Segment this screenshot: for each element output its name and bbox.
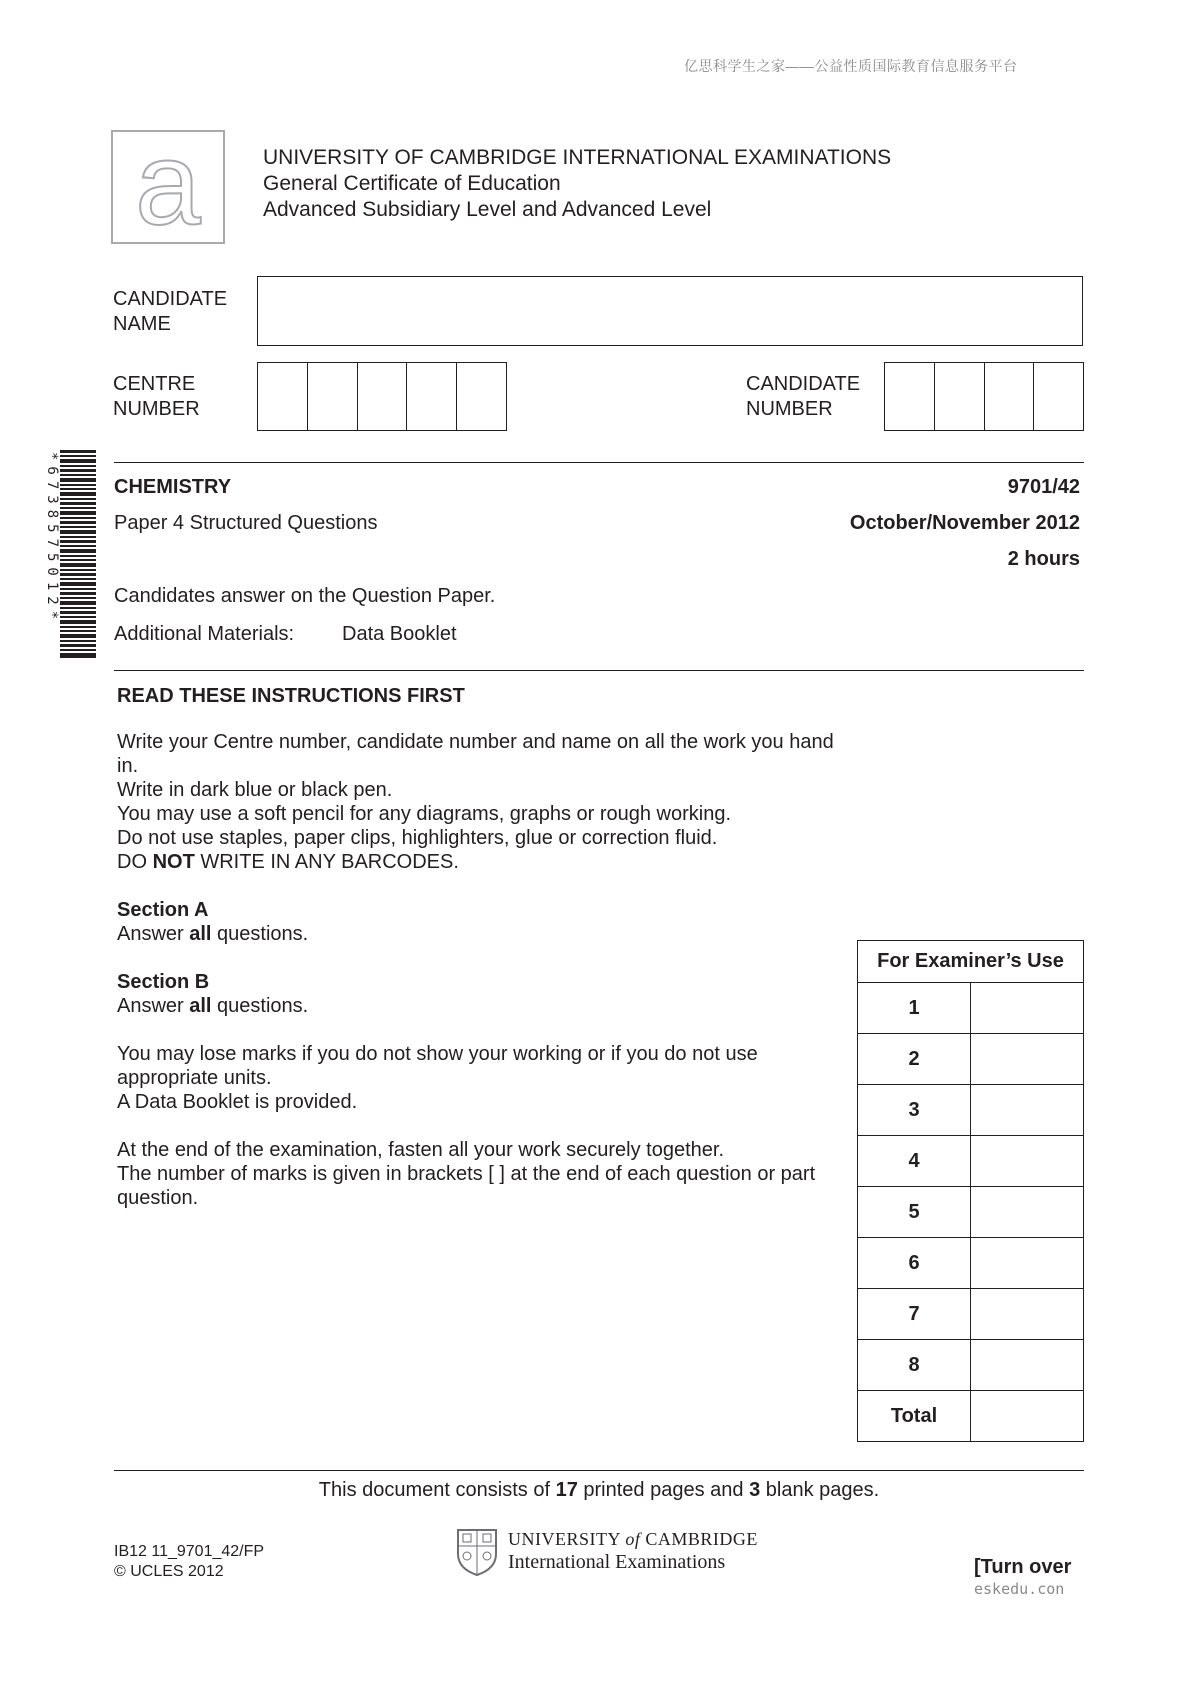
marks-note: question. xyxy=(117,1187,199,1209)
cambridge-logo-text: UNIVERSITY of CAMBRIDGE International Examinations xyxy=(508,1529,758,1573)
instruction-line: Do not use staples, paper clips, highlighters, glue or correction fluid. xyxy=(117,827,718,849)
centre-number-digit[interactable] xyxy=(457,363,506,430)
candidate-number-digit[interactable] xyxy=(935,363,985,430)
table-row xyxy=(858,1085,1084,1136)
centre-number-digit[interactable] xyxy=(358,363,408,430)
table-row xyxy=(858,1136,1084,1187)
divider-bottom xyxy=(114,1470,1084,1471)
marks-note: The number of marks is given in brackets [ ] at the end of each question or part xyxy=(117,1163,816,1185)
end-note: At the end of the examination, fasten all your work securely together. xyxy=(117,1139,725,1161)
section-a-title: Section A xyxy=(117,899,209,921)
exam-session: October/November 2012 xyxy=(849,512,1080,534)
materials-value: Data Booklet xyxy=(342,623,457,645)
question-number: 6 xyxy=(858,1238,971,1289)
candidate-name-label: CANDIDATE NAME xyxy=(113,288,228,335)
question-number: 2 xyxy=(858,1034,971,1085)
table-row xyxy=(858,1238,1084,1289)
question-number: 1 xyxy=(858,983,971,1034)
paper-title: Paper 4 Structured Questions xyxy=(114,512,378,534)
total-cell xyxy=(971,1391,1084,1442)
barcode-instruction: DO NOT WRITE IN ANY BARCODES. xyxy=(117,851,459,873)
units-note: appropriate units. xyxy=(117,1067,272,1089)
mark-cell xyxy=(971,1238,1084,1289)
table-row xyxy=(858,1289,1084,1340)
cambridge-crest-icon xyxy=(456,1528,498,1576)
answer-note: Candidates answer on the Question Paper. xyxy=(114,585,496,607)
question-number: 7 xyxy=(858,1289,971,1340)
section-b-title: Section B xyxy=(117,971,210,993)
exam-duration: 2 hours xyxy=(1007,548,1080,570)
bottom-watermark: eskedu.con xyxy=(974,1580,1065,1598)
top-watermark: 亿思科学生之家——公益性质国际教育信息服务平台 xyxy=(684,58,1018,74)
instruction-line: Write in dark blue or black pen. xyxy=(117,779,393,801)
table-row xyxy=(858,1034,1084,1085)
question-number: 8 xyxy=(858,1340,971,1391)
paper-reference: IB12 11_9701_42/FP xyxy=(114,1543,265,1560)
centre-number-digit[interactable] xyxy=(407,363,457,430)
total-label: Total xyxy=(858,1391,971,1442)
mark-cell xyxy=(971,1187,1084,1238)
candidate-number-digit[interactable] xyxy=(1034,363,1083,430)
examiner-use-table xyxy=(857,940,1084,1442)
divider-top xyxy=(114,462,1084,463)
data-booklet-note: A Data Booklet is provided. xyxy=(117,1091,358,1113)
candidate-number-field[interactable] xyxy=(884,362,1084,431)
instructions-heading: READ THESE INSTRUCTIONS FIRST xyxy=(117,685,465,707)
section-b-instruction: Answer all questions. xyxy=(117,995,309,1017)
table-row xyxy=(858,1391,1084,1442)
divider-middle xyxy=(114,670,1084,671)
candidate-name-field[interactable] xyxy=(257,276,1083,346)
centre-number-field[interactable] xyxy=(257,362,507,431)
mark-cell xyxy=(971,1289,1084,1340)
materials-label: Additional Materials: xyxy=(114,623,295,645)
examiner-table-heading: For Examiner’s Use xyxy=(858,941,1084,983)
centre-number-digit[interactable] xyxy=(258,363,308,430)
candidate-number-label: CANDIDATE NUMBER xyxy=(746,373,861,420)
candidate-number-digit[interactable] xyxy=(885,363,935,430)
mark-cell xyxy=(971,1085,1084,1136)
instructions-body xyxy=(117,730,857,1234)
mark-cell xyxy=(971,1034,1084,1085)
table-row xyxy=(858,1340,1084,1391)
table-row xyxy=(858,1187,1084,1238)
section-a-instruction: Answer all questions. xyxy=(117,923,309,945)
units-note: You may lose marks if you do not show your working or if you do not use xyxy=(117,1043,758,1065)
mark-cell xyxy=(971,983,1084,1034)
header-line-2: General Certificate of Education xyxy=(263,172,561,195)
syllabus-code: 9701/42 xyxy=(1007,476,1080,498)
header-line-1: UNIVERSITY OF CAMBRIDGE INTERNATIONAL EXAMINATIONS xyxy=(263,146,892,169)
mark-cell xyxy=(971,1340,1084,1391)
subject-title: CHEMISTRY xyxy=(114,476,232,498)
header-line-3: Advanced Subsidiary Level and Advanced Level xyxy=(263,198,712,221)
question-number: 5 xyxy=(858,1187,971,1238)
instruction-line: You may use a soft pencil for any diagrams, graphs or rough working. xyxy=(117,803,732,825)
barcode-icon xyxy=(60,450,96,658)
footer-reference xyxy=(114,1542,264,1582)
question-number: 4 xyxy=(858,1136,971,1187)
candidate-number-digit[interactable] xyxy=(985,363,1035,430)
logo-a-icon xyxy=(111,130,225,244)
mark-cell xyxy=(971,1136,1084,1187)
exam-board-header xyxy=(263,145,891,223)
table-row xyxy=(858,983,1084,1034)
centre-number-digit[interactable] xyxy=(308,363,358,430)
copyright: © UCLES 2012 xyxy=(114,1563,224,1580)
document-info: This document consists of 17 printed pages and 3 blank pages. xyxy=(318,1479,880,1501)
barcode-digits: *6738575012* xyxy=(44,452,60,626)
centre-number-label: CENTRE NUMBER xyxy=(113,373,200,420)
logo-letter: a xyxy=(135,132,201,242)
turn-over-label: [Turn over xyxy=(974,1556,1072,1578)
question-number: 3 xyxy=(858,1085,971,1136)
instruction-line: Write your Centre number, candidate number and name on all the work you hand in. xyxy=(117,731,834,777)
